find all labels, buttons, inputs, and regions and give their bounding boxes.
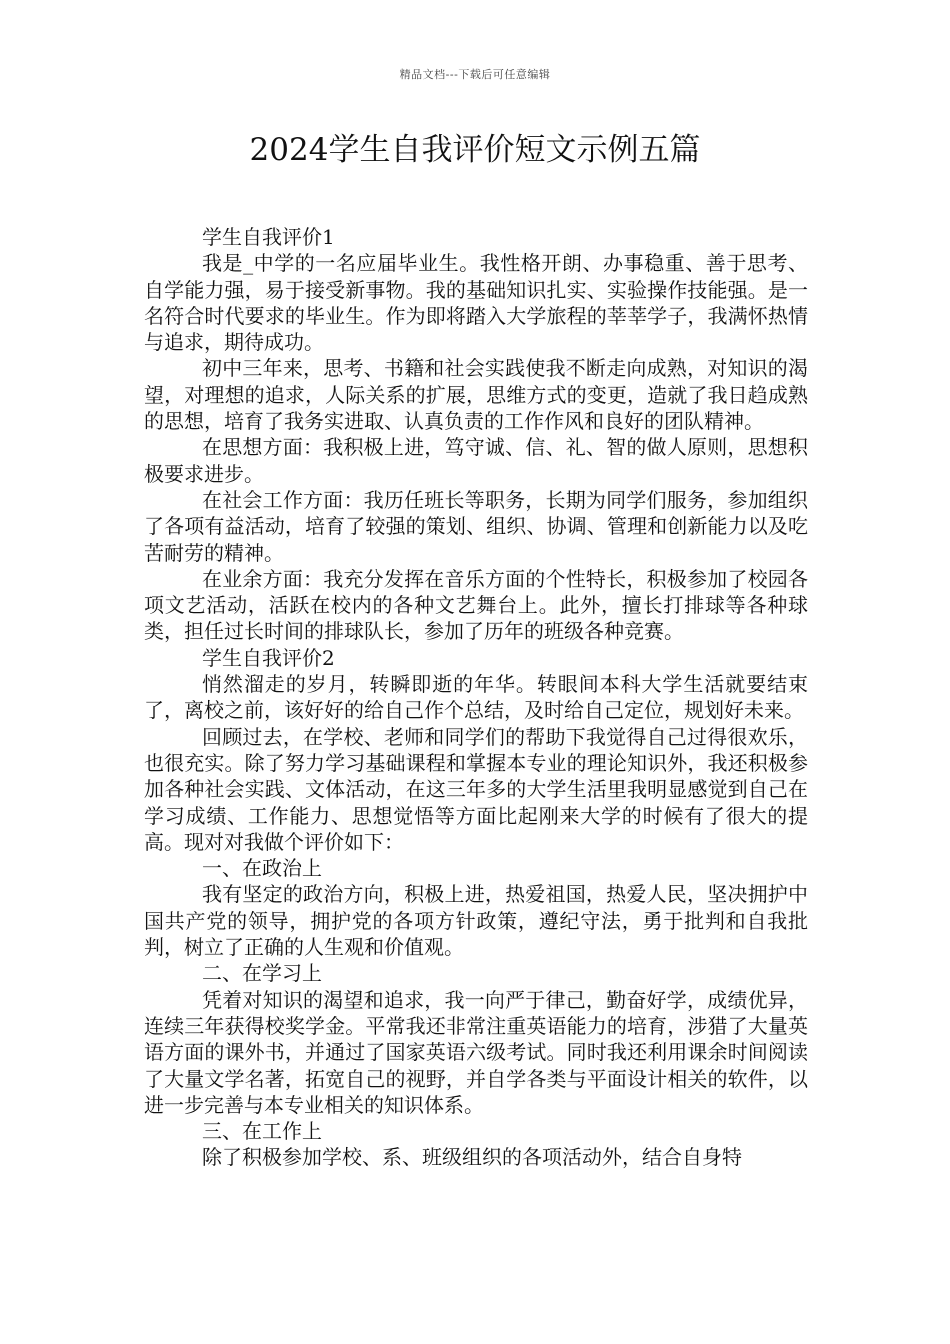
body-paragraph: 在业余方面：我充分发挥在音乐方面的个性特长，积极参加了校园各项文艺活动，活跃在校内的各种文艺舞台上。此外，擅长打排球等各种球类，担任过长时间的排球队长，参加了历年的班级各种竞赛。 [144, 566, 808, 644]
header-watermark: 精品文档---下载后可任意编辑 [399, 68, 551, 81]
document-title: 2024学生自我评价短文示例五篇 [249, 132, 701, 168]
section-heading-2: 学生自我评价2 [202, 645, 335, 670]
body-paragraph: 凭着对知识的渴望和追求，我一向严于律己，勤奋好学，成绩优异，连续三年获得校奖学金。平常我还非常注重英语能力的培育，涉猎了大量英语方面的课外书，并通过了国家英语六级考试。同时我还利用课余时间阅读了大量文学名著，拓宽自己的视野，并自学各类与平面设计相关的软件，以进一步完善与本专业相关的知识体系。 [144, 987, 808, 1117]
section-heading-1: 学生自我评价1 [202, 225, 335, 249]
body-paragraph: 我有坚定的政治方向，积极上进，热爱祖国，热爱人民，坚决拥护中国共产党的领导，拥护党的各项方针政策，遵纪守法，勇于批判和自我批判，树立了正确的人生观和价值观。 [144, 882, 808, 960]
body-paragraph: 初中三年来，思考、书籍和社会实践使我不断走向成熟，对知识的渴望，对理想的追求，人际关系的扩展，思维方式的变更，造就了我日趋成熟的思想，培育了我务实进取、认真负责的工作作风和良好的团队精神。 [144, 356, 808, 434]
body-paragraph: 在社会工作方面：我历任班长等职务，长期为同学们服务，参加组织了各项有益活动，培育了较强的策划、组织、协调、管理和创新能力以及吃苦耐劳的精神。 [144, 487, 808, 565]
subheading-politics: 一、在政治上 [202, 856, 322, 881]
body-paragraph: 除了积极参加学校、系、班级组织的各项活动外，结合自身特 [202, 1145, 742, 1170]
subheading-study: 二、在学习上 [202, 961, 322, 986]
body-paragraph: 回顾过去，在学校、老师和同学们的帮助下我觉得自己过得很欢乐，也很充实。除了努力学习基础课程和掌握本专业的理论知识外，我还积极参加各种社会实践、文体活动，在这三年多的大学生活里我明显感觉到自己在学习成绩、工作能力、思想觉悟等方面比起刚来大学的时候有了很大的提高。现对对我做个评价如下： [144, 724, 808, 854]
body-paragraph: 我是_中学的一名应届毕业生。我性格开朗、办事稳重、善于思考、自学能力强，易于接受新事物。我的基础知识扎实、实验操作技能强。是一名符合时代要求的毕业生。作为即将踏入大学旅程的莘莘学子，我满怀热情与追求，期待成功。 [144, 251, 808, 355]
body-paragraph: 在思想方面：我积极上进，笃守诚、信、礼、智的做人原则，思想积极要求进步。 [144, 435, 808, 486]
body-paragraph: 悄然溜走的岁月，转瞬即逝的年华。转眼间本科大学生活就要结束了，离校之前，该好好的给自己作个总结，及时给自己定位，规划好未来。 [144, 672, 808, 723]
subheading-work: 三、在工作上 [202, 1119, 322, 1144]
document-body [144, 224, 808, 1171]
